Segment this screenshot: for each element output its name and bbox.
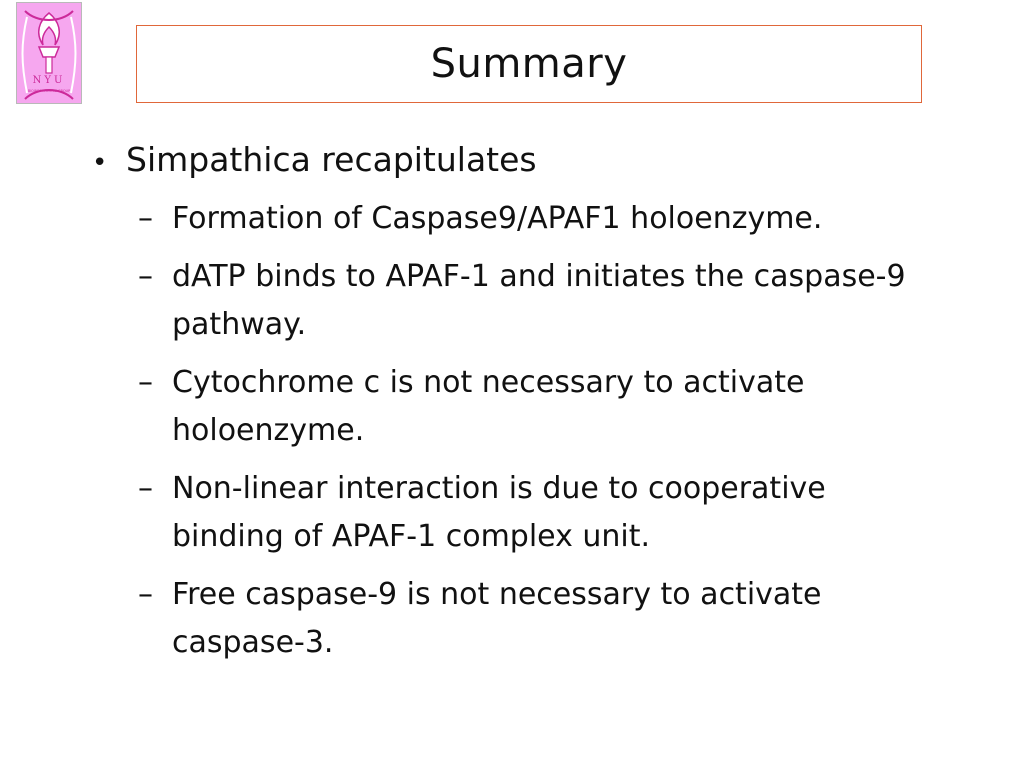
- list-item-text: dATP binds to APAF-1 and initiates the caspase-9 pathway.: [172, 259, 906, 342]
- dash-marker: –: [138, 471, 153, 506]
- torch-icon: [17, 3, 81, 103]
- list-item-text: Formation of Caspase9/APAF1 holoenzyme.: [172, 201, 823, 236]
- list-item: [138, 465, 968, 561]
- list-item: [138, 253, 968, 349]
- main-bullet: [88, 138, 968, 185]
- nyu-bioinformatics-logo: [16, 2, 82, 104]
- logo-text: NYU: [32, 75, 66, 86]
- slide-title: Summary: [430, 41, 628, 87]
- dash-marker: –: [138, 201, 153, 236]
- list-item: [138, 571, 968, 667]
- list-item-text: Free caspase-9 is not necessary to activate caspase-3.: [172, 577, 822, 660]
- main-bullet-text: Simpathica recapitulates: [126, 140, 537, 179]
- bullet-marker: •: [92, 148, 108, 178]
- list-item-text: Non-linear interaction is due to cooperative binding of APAF-1 complex unit.: [172, 471, 826, 554]
- list-item: [138, 195, 968, 243]
- list-item: [138, 359, 968, 455]
- dash-marker: –: [138, 577, 153, 612]
- slide-content: [88, 138, 968, 677]
- dash-marker: –: [138, 365, 153, 400]
- dash-marker: –: [138, 259, 153, 294]
- sub-bullet-list: [88, 195, 968, 667]
- logo-caption: BIOINFORMATICS GROUP: [27, 89, 71, 93]
- list-item-text: Cytochrome c is not necessary to activate holoenzyme.: [172, 365, 805, 448]
- title-box: [136, 25, 922, 103]
